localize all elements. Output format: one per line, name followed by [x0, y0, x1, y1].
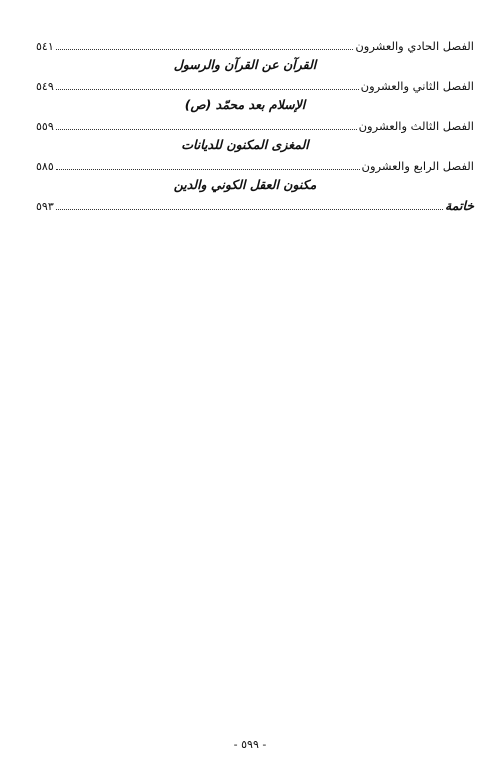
- chapter-subtitle: مكنون العقل الكوني والدين: [173, 177, 317, 192]
- page-number: ٥٤٩: [36, 80, 54, 93]
- toc-entry-chapter-22[interactable]: [36, 78, 474, 94]
- chapter-title: الفصل الثالث والعشرون: [358, 119, 474, 133]
- page-number: ٥٩٣: [36, 200, 54, 213]
- conclusion-title: خاتمة: [445, 198, 474, 213]
- dot-leader: [56, 49, 354, 50]
- dot-leader: [56, 89, 359, 90]
- chapter-subtitle: القرآن عن القرآن والرسول: [173, 57, 317, 72]
- page-number: ٥٤١: [36, 40, 54, 53]
- toc-entry-chapter-23[interactable]: [36, 118, 474, 134]
- page-number: ٥٨٥: [36, 160, 54, 173]
- page-footer-number: - ٥٩٩ -: [233, 738, 267, 751]
- table-of-contents: [36, 38, 474, 216]
- dot-leader: [56, 169, 360, 170]
- dot-leader: [56, 209, 443, 210]
- toc-entry-chapter-21[interactable]: [36, 38, 474, 54]
- page-number: ٥٥٩: [36, 120, 54, 133]
- chapter-subtitle: الإسلام بعد محمّد (ص): [184, 97, 306, 112]
- chapter-subtitle: المغزى المكنون للديانات: [181, 137, 309, 152]
- chapter-title: الفصل الحادي والعشرون: [355, 39, 474, 53]
- dot-leader: [56, 129, 357, 130]
- chapter-title: الفصل الرابع والعشرون: [361, 159, 474, 173]
- toc-entry-conclusion[interactable]: [36, 198, 474, 214]
- toc-entry-chapter-24[interactable]: [36, 158, 474, 174]
- chapter-title: الفصل الثاني والعشرون: [360, 79, 474, 93]
